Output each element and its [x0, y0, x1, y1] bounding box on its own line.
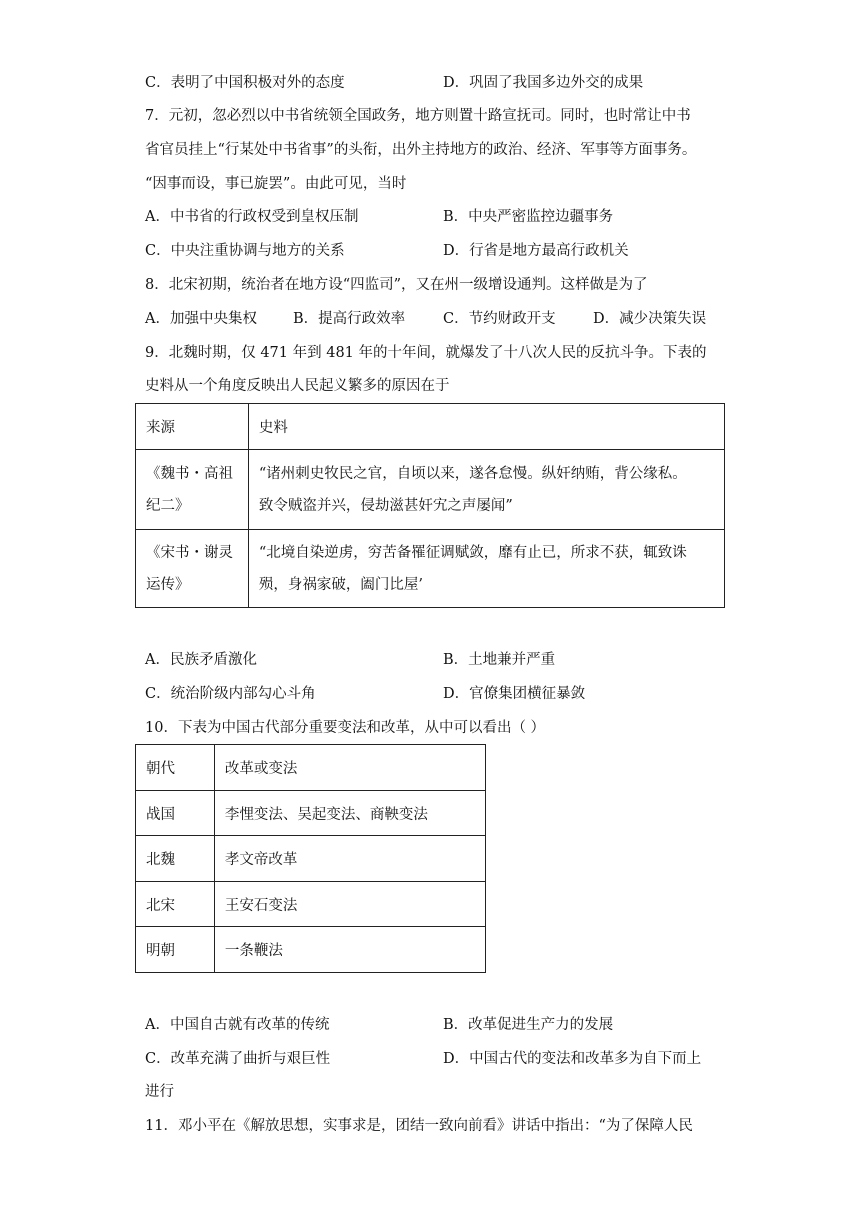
q6-option-d: D．巩固了我国多边外交的成果 — [443, 75, 644, 91]
q11-stem: 11．邓小平在《解放思想，实事求是，团结一致向前看》讲话中指出：“为了保障人民 — [145, 1118, 693, 1134]
table-row — [136, 882, 486, 927]
table-row — [136, 530, 725, 608]
q7-stem-line-1: 7．元初，忽必烈以中书省统领全国政务，地方则置十路宣抚司。同时，也时常让中书 — [145, 108, 691, 124]
table-header-reform: 改革或变法 — [214, 745, 485, 791]
reform-cell: 一条鞭法 — [214, 927, 485, 973]
table-header-source: 来源 — [136, 404, 249, 450]
table-row — [136, 927, 486, 973]
source-cell: 《宋书・谢灵 运传》 — [136, 530, 249, 608]
q9-stem-line-2: 史料从一个角度反映出人民起义繁多的原因在于 — [145, 378, 450, 394]
q7-stem-line-2: 省官员挂上“行某处中书省事”的头衔，出外主持地方的政治、经济、军事等方面事务。 — [145, 142, 697, 158]
table-header-dynasty: 朝代 — [136, 745, 215, 791]
q10-option-a: A．中国自古就有改革的传统 — [145, 1017, 330, 1033]
table-header-row — [136, 745, 486, 791]
q9-option-b: B．土地兼并严重 — [443, 652, 556, 668]
q9-stem-line-1: 9．北魏时期，仅 471 年到 481 年的十年间，就爆发了十八次人民的反抗斗争。下表的 — [145, 345, 707, 361]
q9-option-a: A．民族矛盾激化 — [145, 652, 257, 668]
q6-option-c: C．表明了中国积极对外的态度 — [145, 75, 345, 91]
table-row — [136, 836, 486, 882]
q10-stem: 10．下表为中国古代部分重要变法和改革，从中可以看出（ ） — [145, 720, 546, 736]
dynasty-cell: 明朝 — [136, 927, 215, 973]
table-header-row — [136, 404, 725, 450]
reform-cell: 孝文帝改革 — [214, 836, 485, 882]
source-cell: 《魏书・高祖 纪二》 — [136, 450, 249, 530]
q10-option-d: D．中国古代的变法和改革多为自下而上 — [443, 1051, 702, 1067]
q10-option-c: C．改革充满了曲折与艰巨性 — [145, 1051, 331, 1067]
reform-cell: 王安石变法 — [214, 882, 485, 927]
table-row — [136, 791, 486, 836]
table-header-material: 史料 — [248, 404, 724, 450]
q9-option-c: C．统治阶级内部勾心斗角 — [145, 686, 316, 702]
dynasty-cell: 北魏 — [136, 836, 215, 882]
q10-reform-table — [135, 744, 486, 973]
material-cell: “北境自染逆虏，穷苦备罹征调赋敛，靡有止已，所求不获，辄致诛 殒，身祸家破，阖门比屋’ — [248, 530, 724, 608]
q7-option-a: A．中书省的行政权受到皇权压制 — [145, 209, 359, 225]
dynasty-cell: 北宋 — [136, 882, 215, 927]
q10-option-d-continued: 进行 — [145, 1084, 174, 1100]
table-row — [136, 450, 725, 530]
q9-source-table — [135, 403, 725, 608]
q7-option-d: D．行省是地方最高行政机关 — [443, 243, 629, 259]
q8-option-a: A．加强中央集权 — [145, 311, 257, 327]
q9-option-d: D．官僚集团横征暴敛 — [443, 686, 586, 702]
q8-option-c: C．节约财政开支 — [443, 311, 556, 327]
dynasty-cell: 战国 — [136, 791, 215, 836]
q7-option-b: B．中央严密监控边疆事务 — [443, 209, 614, 225]
q8-stem: 8．北宋初期，统治者在地方设“四监司”，又在州一级增设通判。这样做是为了 — [145, 277, 648, 293]
q7-stem-line-3: “因事而设，事已旋罢”。由此可见，当时 — [145, 176, 407, 192]
q7-option-c: C．中央注重协调与地方的关系 — [145, 243, 345, 259]
q10-option-b: B．改革促进生产力的发展 — [443, 1017, 614, 1033]
q8-option-d: D．减少决策失误 — [593, 311, 707, 327]
q8-option-b: B．提高行政效率 — [293, 311, 406, 327]
material-cell: “诸州刺史牧民之官，自顷以来，遂各怠慢。纵奸纳贿，背公缘私。 致令贼盗并兴，侵劫滋甚奸宄之声屡闻” — [248, 450, 724, 530]
reform-cell: 李悝变法、吴起变法、商鞅变法 — [214, 791, 485, 836]
